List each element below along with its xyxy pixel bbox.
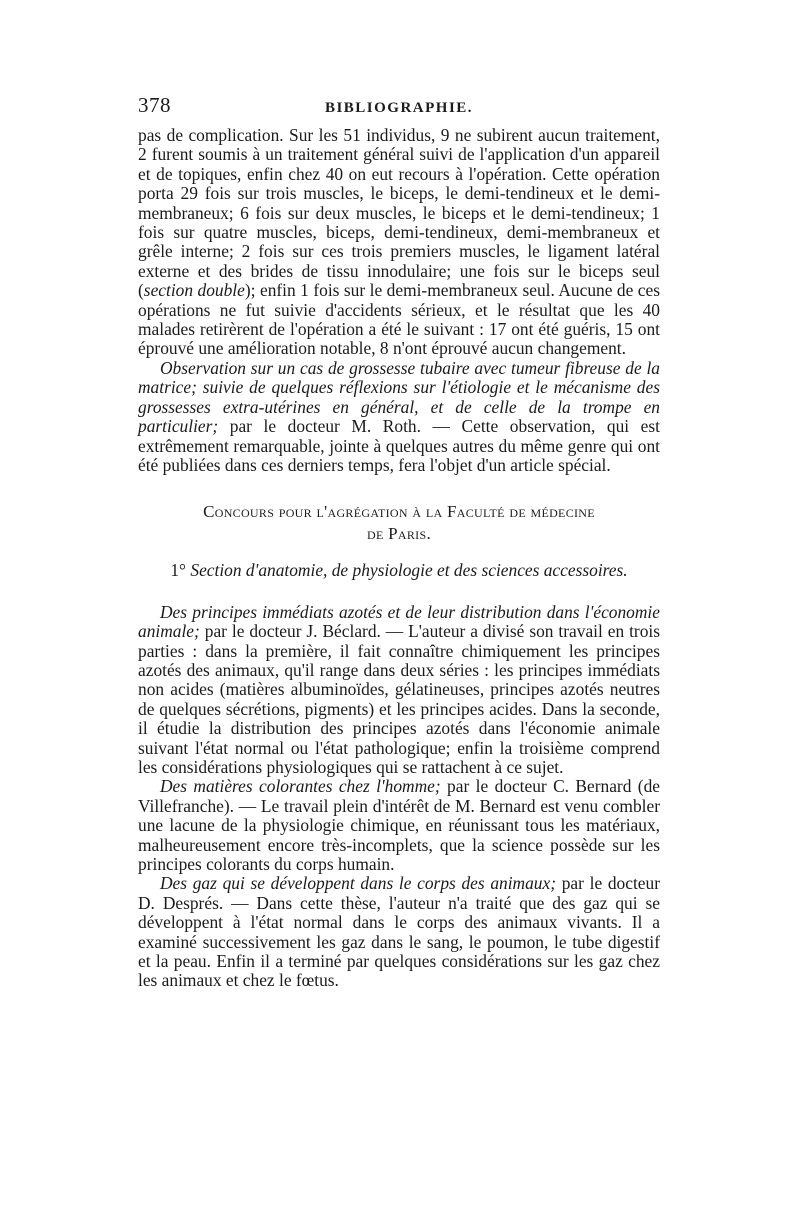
entry-title: Des gaz qui se développent dans le corps des animaux; (160, 873, 557, 894)
entry-beclard (138, 603, 660, 778)
paragraph-italic: section double (143, 280, 245, 301)
entry-title: Des principes immédiats azotés et de leur distribution dans l'économie animale; (138, 601, 660, 642)
paragraph-continuation (138, 126, 660, 359)
entry-text: par le docteur J. Béclard. — L'auteur a divisé son travail en trois parties : dans la première, il fait connaître chimiquement les principes azotés des animaux, qu'il range dans deux séries : les principes immédiats non acides (matières albuminoïdes, gélatineuses, principes azotés neutres de quelques sécrétions, pigments) et les principes acides. Dans la seconde, il étudie la distribution des principes azotés dans l'économie animale suivant l'état normal ou l'état pathologique; enfin la troisième comprend les considérations physiologiques qui se rattachent à ce sujet. (138, 621, 660, 777)
entry-text: par le docteur C. Bernard (de Villefranche). — Le travail plein d'intérêt de M. Bernard est venu combler une lacune de la physiologie chimique, en réunissant tous les matériaux, malheureusement encore très-incomplets, que la science possède sur les principes colorants du corps humain. (138, 776, 660, 874)
paragraph-text: pas de complication. Sur les 51 individus, 9 ne subirent aucun traitement, 2 furent soumis à un traitement général suivi de l'application d'un appareil et de topiques, enfin chez 40 on eut recours à l'opération. Cette opération porta 29 fois sur trois muscles, le biceps, le demi-tendineux et le demi-membraneux; 6 fois sur deux muscles, le biceps et le demi-tendineux; 1 fois sur quatre muscles, biceps, demi-tendineux, demi-membraneux et grêle interne; 2 fois sur ces trois premiers muscles, le ligament latéral externe et des brides de tissu innodulaire; une fois sur le biceps seul ( (138, 125, 660, 301)
entry-text: par le docteur D. Després. — Dans cette thèse, l'auteur n'a traité que des gaz qui se développent à l'état normal dans le corps des animaux vivants. Il a examiné successivement les gaz dans le sang, le poumon, le tube digestif et la peau. Enfin il a terminé par quelques considérations sur les gaz chez les animaux et chez le fœtus. (138, 873, 660, 991)
subsection-text: Section d'anatomie, de physiologie et des sciences accessoires. (190, 560, 628, 581)
entry-bernard (138, 777, 660, 874)
section-heading (138, 501, 660, 545)
entry-despres (138, 874, 660, 990)
paragraph-observation (138, 359, 660, 475)
running-head (138, 93, 660, 126)
entry-title: Des matières colorantes chez l'homme; (160, 776, 441, 797)
running-title: BIBLIOGRAPHIE. (324, 100, 474, 116)
heading-line-2: de Paris. (367, 524, 431, 544)
page-number: 378 (138, 93, 171, 117)
observation-text: par le docteur M. Roth. — Cette observation, qui est extrêmement remarquable, jointe à quelques autres du même genre qui ont été publiées dans ces derniers temps, fera l'objet d'un article spécial. (138, 416, 660, 475)
book-page (138, 93, 660, 991)
subsection-title (138, 561, 660, 580)
observation-title: Observation sur un cas de grossesse tubaire avec tumeur fibreuse de la matrice; suivie de quelques réflexions sur l'étiologie et le mécanisme des grossesses extra-utérines en général, et de celle de la trompe en particulier; (138, 357, 660, 437)
subsection-number: 1° (170, 560, 187, 581)
heading-line-1: Concours pour l'agrégation à la Faculté de médecine (203, 502, 595, 522)
paragraph-text-end: ); enfin 1 fois sur le demi-membraneux seul. Aucune de ces opérations ne fut suivie d'accidents sérieux, et le résultat que les 40 malades retirèrent de l'opération a été le suivant : 17 ont été guéris, 15 ont éprouvé une amélioration notable, 8 n'ont éprouvé aucun changement. (138, 280, 660, 359)
